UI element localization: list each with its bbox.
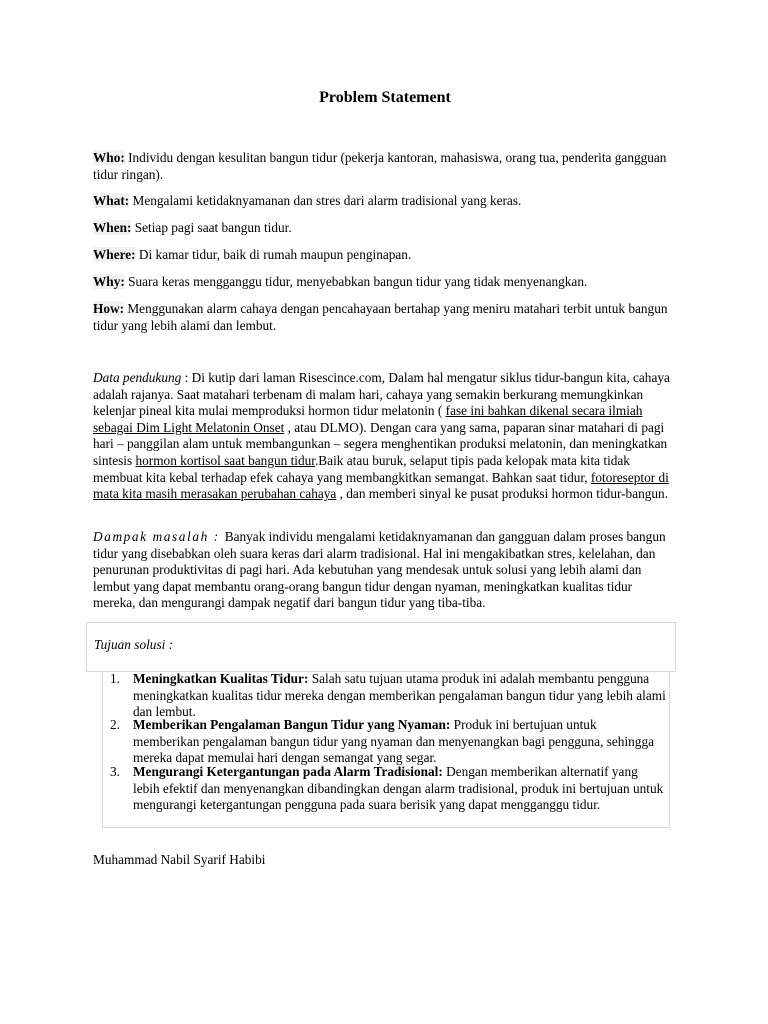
solution-goals-header-cell [86, 622, 676, 672]
when-line [93, 220, 677, 237]
goal-description: Produk ini bertujuan untuk memberikan pengalaman bangun tidur yang nyaman dan menyenangkan bagi pengguna, sehingga mereka dapat memulai hari dengan semangat yang segar. [133, 717, 655, 766]
impact-paragraph [93, 529, 677, 612]
what-text: Mengalami ketidaknyamanan dan stres dari alarm tradisional yang keras. [129, 193, 522, 208]
author-signature: Muhammad Nabil Syarif Habibi [93, 852, 266, 867]
who-line [93, 150, 677, 183]
how-label: How: [93, 301, 125, 316]
where-line [93, 247, 677, 264]
goal-number: 1. [110, 671, 120, 686]
where-label: Where: [93, 247, 136, 262]
page-title: Problem Statement [319, 89, 451, 106]
goal-text [133, 671, 666, 721]
supporting-data-link-3[interactable]: fotoreseptor di mata kita masih merasakan perubahan cahaya [93, 469, 669, 502]
what-line [93, 193, 677, 210]
where-text: Di kamar tidur, baik di rumah maupun penginapan. [135, 247, 412, 262]
why-line [93, 274, 677, 291]
goal-number: 3. [110, 764, 120, 779]
solution-goals-body-cell [102, 671, 670, 828]
goal-title: Meningkatkan Kualitas Tidur: [133, 671, 309, 686]
how-text: Menggunakan alarm cahaya dengan pencahayaan bertahap yang meniru matahari terbit untuk bangun tidur yang lebih alami dan lembut. [93, 301, 668, 333]
goal-number: 2. [110, 717, 120, 732]
how-line [93, 301, 677, 334]
impact-label: Dampak masalah : [93, 529, 225, 544]
goal-text [133, 764, 666, 814]
goal-description: Dengan memberikan alternatif yang lebih efektif dan menyenangkan dibandingkan dengan alarm tradisional, produk ini bertujuan untuk mengurangi ketergantungan pengguna pada suara berisik yang dapat mengganggu tidur. [133, 764, 664, 813]
who-label: Who: [93, 150, 125, 165]
supporting-data-text-4: , dan memberi sinyal ke pusat produksi hormon tidur-bangun. [336, 486, 669, 502]
supporting-data-text-3: .Baik atau buruk, selaput tipis pada kelopak mata kita tidak membuat kita kebal terhadap efek cahaya yang membangkitkan semangat. Bahkan saat tidur, [93, 452, 630, 485]
why-text: Suara keras mengganggu tidur, menyebabkan bangun tidur yang tidak menyenangkan. [124, 274, 588, 289]
solution-goals-header: Tujuan solusi : [94, 637, 174, 652]
goal-text [133, 717, 666, 767]
solution-goals-table [86, 622, 676, 827]
when-text: Setiap pagi saat bangun tidur. [131, 220, 292, 235]
why-label: Why: [93, 274, 125, 289]
what-label: What: [93, 193, 130, 208]
who-text: Individu dengan kesulitan bangun tidur (pekerja kantoran, mahasiswa, orang tua, penderita gangguan tidur ringan). [93, 150, 667, 182]
supporting-data-link-1[interactable]: fase ini bahkan dikenal secara ilmiah sebagai Dim Light Melatonin Onset [93, 403, 643, 435]
impact-text: Banyak individu mengalami ketidaknyamanan dan gangguan dalam proses bangun tidur yang disebabkan oleh suara keras dari alarm tradisional. Hal ini mengakibatkan stres, kelelahan, dan penurunan produktivitas di pagi hari. Ada kebutuhan yang mendesak untuk solusi yang lebih alami dan lembut yang dapat membantu orang-orang bangun tidur dengan nyaman, meningkatkan kualitas tidur mereka, dan mengurangi dampak negatif dari bangun tidur yang tiba-tiba. [93, 529, 666, 611]
supporting-data-link-2[interactable]: hormon kortisol saat bangun tidur [135, 452, 315, 468]
goal-description: Salah satu tujuan utama produk ini adalah membantu pengguna meningkatkan kualitas tidur mereka dengan memberikan pengalaman bangun tidur yang lebih alami dan lembut. [133, 671, 666, 720]
goal-title: Mengurangi Ketergantungan pada Alarm Tradisional: [133, 764, 443, 779]
supporting-data-text-1: : Di kutip dari laman Risescince.com, Dalam hal mengatur siklus tidur-bangun kita, cahaya adalah rajanya. Saat matahari terbenam di malam hari, cahaya yang semakin berkurang memungkinkan kelenjar pineal kita mulai memproduksi hormon tidur melatonin ( [93, 370, 670, 419]
supporting-data-text-2: , atau DLMO). Dengan cara yang sama, paparan sinar matahari di pagi hari – panggilan alam untuk membangunkan – segera menghentikan produksi melatonin, dan meningkatkan sintesis [93, 419, 668, 468]
supporting-data-paragraph [93, 370, 677, 503]
when-label: When: [93, 220, 132, 235]
supporting-data-label: Data pendukung [93, 370, 182, 385]
goal-title: Memberikan Pengalaman Bangun Tidur yang Nyaman: [133, 717, 451, 732]
